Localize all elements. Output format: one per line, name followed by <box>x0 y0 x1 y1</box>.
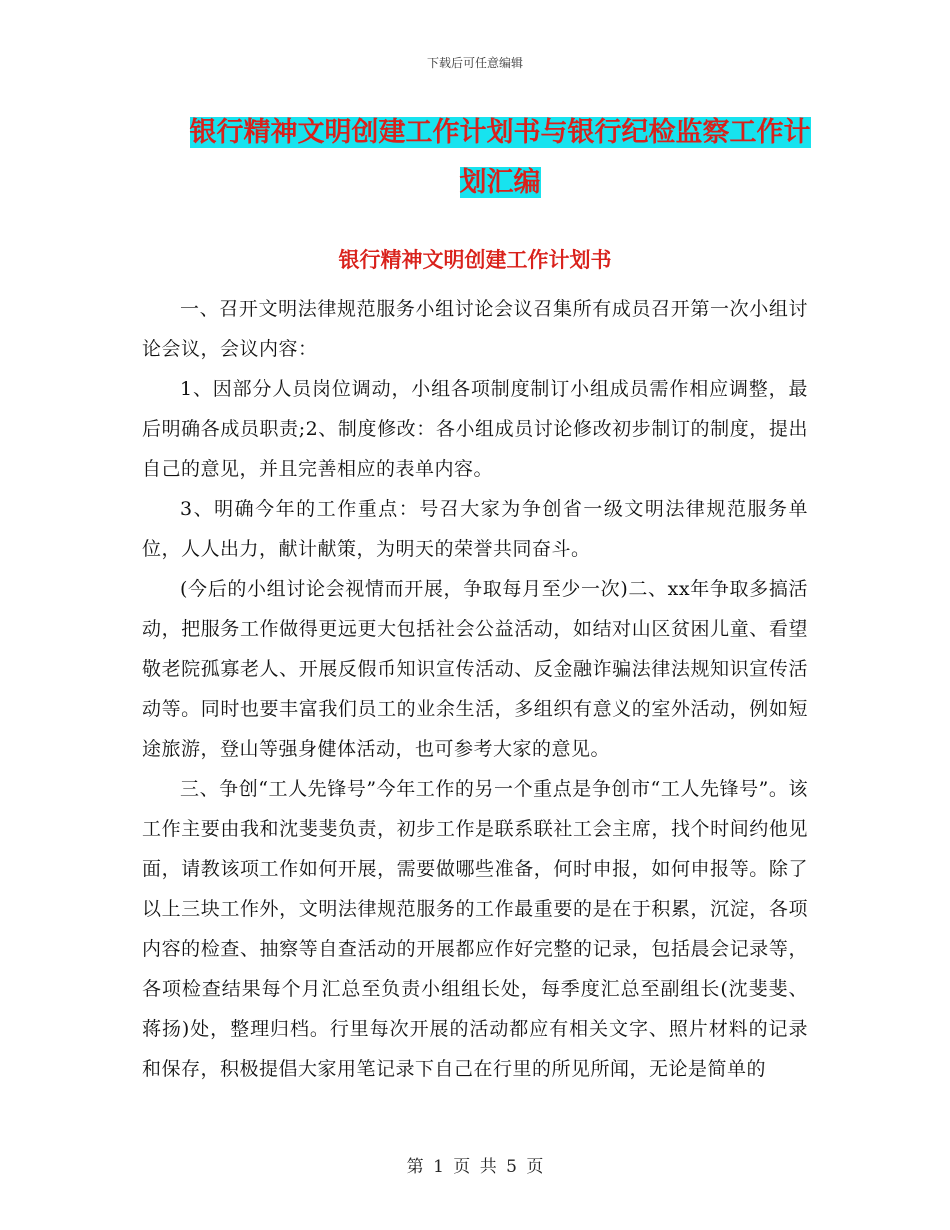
document-title-line-1: 银行精神文明创建工作计划书与银行纪检监察工作计 <box>189 117 811 148</box>
paragraph: 三、争创“工人先锋号”今年工作的另一个重点是争创市“工人先锋号”。该工作主要由我和沈斐斐负责，初步工作是联系联社工会主席，找个时间约他见面，请教该项工作如何开展，需要做哪些准备，何时申报，如何申报等。除了以上三块工作外，文明法律规范服务的工作最重要的是在于积累，沉淀，各项内容的检查、抽察等自查活动的开展都应作好完整的记录，包括晨会记录等，各项检查结果每个月汇总至负责小组组长处，每季度汇总至副组长(沈斐斐、蒋扬)处，整理归档。行里每次开展的活动都应有相关文字、照片材料的记录和保存，积极提倡大家用笔记录下自己在行里的所见所闻，无论是简单的 <box>142 778 808 1080</box>
paragraph: 1、因部分人员岗位调动，小组各项制度制订小组成员需作相应调整，最后明确各成员职责;2、制度修改：各小组成员讨论修改初步制订的制度，提出自己的意见，并且完善相应的表单内容。 <box>142 378 808 480</box>
page-footer: 第 1 页 共 5 页 <box>406 1157 544 1177</box>
paragraph: (今后的小组讨论会视情而开展，争取每月至少一次)二、xx年争取多搞活动，把服务工作做得更远更大包括社会公益活动，如结对山区贫困儿童、看望敬老院孤寡老人、开展反假币知识宣传活动、反金融诈骗法律法规知识宣传活动等。同时也要丰富我们员工的业余生活，多组织有意义的室外活动，例如短途旅游，登山等强身健体活动，也可参考大家的意见。 <box>142 578 808 760</box>
header-note: 下载后可任意编辑 <box>426 56 523 70</box>
body-text <box>142 289 808 1089</box>
paragraph: 一、召开文明法律规范服务小组讨论会议召集所有成员召开第一次小组讨论会议，会议内容： <box>142 298 808 360</box>
paragraph: 3、明确今年的工作重点：号召大家为争创省一级文明法律规范服务单位，人人出力，献计献策，为明天的荣誉共同奋斗。 <box>142 498 808 560</box>
document-title <box>150 108 850 208</box>
section-title: 银行精神文明创建工作计划书 <box>338 248 612 272</box>
document-title-line-2: 划汇编 <box>459 167 541 198</box>
